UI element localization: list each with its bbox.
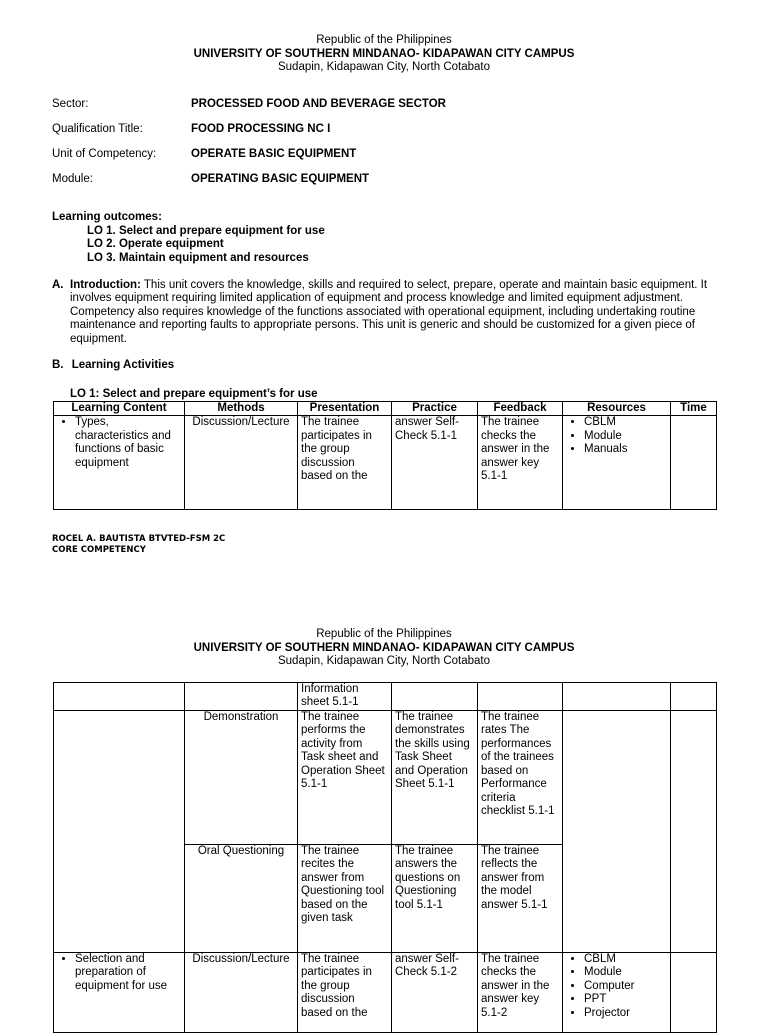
cell-time	[671, 710, 717, 952]
section-letter: B.	[52, 359, 64, 371]
cell-resources	[563, 952, 671, 1032]
header-university: UNIVERSITY OF SOUTHERN MINDANAO- KIDAPAWAN CITY CAMPUS	[193, 47, 575, 60]
info-value: OPERATE BASIC EQUIPMENT	[191, 148, 357, 160]
cell-resources	[563, 683, 671, 711]
list-item: • Computer	[584, 980, 667, 993]
list-item: • Projector	[584, 1007, 667, 1020]
col-header-methods: Methods	[185, 402, 298, 416]
cell-practice: answer Self-Check 5.1-1	[392, 416, 478, 510]
introduction-text	[70, 279, 712, 346]
cell-presentation: The trainee performs the activity from Task sheet and Operation Sheet 5.1-1	[298, 710, 392, 844]
cell-resources	[563, 416, 671, 510]
cell-time	[671, 683, 717, 711]
cell-feedback: The trainee rates The performances of the trainees based on Performance criteria checklist 5.1-1	[478, 710, 563, 844]
lo1-title: LO 1: Select and prepare equipment’s for use	[70, 388, 318, 400]
list-item: • Manuals	[584, 443, 667, 456]
footer-competency: CORE COMPETENCY	[52, 545, 146, 556]
col-header-practice: Practice	[392, 402, 478, 416]
list-item: • Types, characteristics and functions of basic equipment	[75, 416, 181, 470]
info-value: OPERATING BASIC EQUIPMENT	[191, 173, 370, 185]
header-university: UNIVERSITY OF SOUTHERN MINDANAO- KIDAPAWAN CITY CAMPUS	[193, 641, 575, 654]
cell-method: Discussion/Lecture	[185, 952, 298, 1032]
cell-method	[185, 683, 298, 711]
cell-practice: The trainee answers the questions on Questioning tool 5.1-1	[392, 844, 478, 952]
header-republic: Republic of the Philippines	[316, 34, 452, 46]
list-item: • Module	[584, 430, 667, 443]
cell-method: Demonstration	[185, 710, 298, 844]
table-header-row	[54, 402, 717, 416]
col-header-presentation: Presentation	[298, 402, 392, 416]
header-republic: Republic of the Philippines	[316, 628, 452, 640]
cell-learning-content	[54, 710, 185, 952]
learning-activities-title: Learning Activities	[71, 359, 175, 371]
introduction-section	[52, 279, 712, 346]
section-letter: A.	[52, 279, 64, 291]
list-item: • Module	[584, 966, 667, 979]
cell-practice: The trainee demonstrates the skills using Task Sheet and Operation Sheet 5.1-1	[392, 710, 478, 844]
info-label: Module:	[52, 173, 93, 185]
cell-presentation: Information sheet 5.1-1	[298, 683, 392, 711]
info-label: Qualification Title:	[52, 123, 143, 135]
cell-method: Oral Questioning	[185, 844, 298, 952]
cell-practice: answer Self-Check 5.1-2	[392, 952, 478, 1032]
learning-activities-heading	[52, 359, 174, 372]
footer-author: ROCEL A. BAUTISTA BTVTED-FSM 2C	[52, 534, 226, 544]
cell-learning-content	[54, 952, 185, 1032]
page2-header	[0, 628, 768, 669]
cell-feedback	[478, 683, 563, 711]
table-row	[54, 416, 717, 510]
table-row	[54, 710, 717, 844]
cell-learning-content	[54, 416, 185, 510]
info-label: Sector:	[52, 98, 89, 110]
cell-feedback: The trainee checks the answer in the answer key 5.1-1	[478, 416, 563, 510]
cell-time	[671, 416, 717, 510]
cell-method: Discussion/Lecture	[185, 416, 298, 510]
col-header-feedback: Feedback	[478, 402, 563, 416]
cell-learning-content	[54, 683, 185, 711]
cell-feedback: The trainee checks the answer in the answer key 5.1-2	[478, 952, 563, 1032]
introduction-body: This unit covers the knowledge, skills and required to select, prepare, operate and maintain basic equipment. It involves equipment requiring limited application of equipment and process knowledge and limited equipment adjustment. Competency also requires knowledge of the functions associated with operational equipment, including undertaking routine maintenance and reporting faults to appropriate persons. This unit is generic and should be customized for a given piece of equipment.	[70, 279, 708, 345]
list-item: • CBLM	[584, 953, 667, 966]
lo-item: LO 2. Operate equipment	[87, 238, 224, 250]
info-label: Unit of Competency:	[52, 148, 157, 160]
learning-activities-table	[53, 401, 717, 510]
info-value: PROCESSED FOOD AND BEVERAGE SECTOR	[191, 98, 446, 110]
list-item: • Selection and preparation of equipment for use	[75, 953, 181, 993]
learning-outcomes	[52, 211, 325, 265]
lo-item: LO 1. Select and prepare equipment for use	[87, 224, 325, 237]
lo-item: LO 3. Maintain equipment and resources	[87, 251, 309, 264]
cell-presentation: The trainee participates in the group discussion based on the	[298, 952, 392, 1032]
table-row	[54, 683, 717, 711]
introduction-label: Introduction:	[70, 279, 141, 291]
cell-resources	[563, 710, 671, 952]
learning-outcomes-heading: Learning outcomes:	[52, 211, 162, 223]
cell-time	[671, 952, 717, 1032]
learning-activities-table-continued	[53, 682, 717, 1033]
table-row	[54, 952, 717, 1032]
col-header-time: Time	[671, 402, 717, 416]
page-footer	[52, 534, 225, 556]
list-item: • PPT	[584, 993, 667, 1006]
list-item: • CBLM	[584, 416, 667, 429]
cell-practice	[392, 683, 478, 711]
cell-feedback: The trainee reflects the answer from the model answer 5.1-1	[478, 844, 563, 952]
header-address: Sudapin, Kidapawan City, North Cotabato	[277, 655, 491, 667]
info-value: FOOD PROCESSING NC I	[191, 123, 331, 135]
cell-presentation: The trainee recites the answer from Questioning tool based on the given task	[298, 844, 392, 952]
cell-presentation: The trainee participates in the group discussion based on the	[298, 416, 392, 510]
header-address: Sudapin, Kidapawan City, North Cotabato	[277, 61, 491, 73]
page1-header	[0, 34, 768, 75]
col-header-resources: Resources	[563, 402, 671, 416]
col-header-learning-content: Learning Content	[54, 402, 185, 416]
